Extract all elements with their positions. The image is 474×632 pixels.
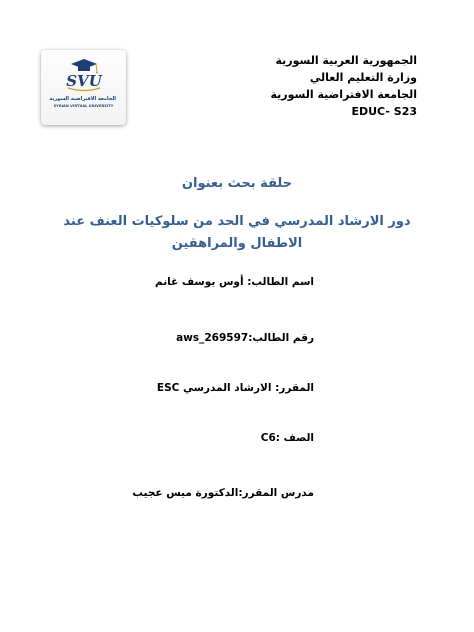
research-heading: حلقة بحث بعنوان — [181, 176, 293, 191]
header-university: الجامعة الافتراضية السورية — [270, 88, 417, 101]
svg-text:SVU: SVU — [66, 72, 102, 90]
class-section: الصف :C6 — [260, 432, 314, 444]
institution-header — [271, 52, 418, 120]
svu-logo-icon — [41, 50, 126, 125]
research-topic-line1: دور الارشاد المدرسي في الحد من سلوكيات العنف عند — [63, 214, 411, 229]
logo-english-name: SYRIAN VIRTUAL UNIVERSITY — [53, 104, 114, 108]
course-name: المقرر: الارشاد المدرسي ESC — [156, 382, 314, 394]
course-code: EDUC- S23 — [351, 105, 417, 118]
student-number: رقم الطالب:aws_269597 — [176, 332, 314, 344]
logo-arabic-name: الجامعة الافتراضية السورية — [49, 96, 116, 102]
research-topic-line2: الاطفال والمراهقين — [171, 236, 303, 251]
university-logo — [41, 50, 126, 125]
student-name: اسم الطالب: أوس يوسف غانم — [154, 276, 314, 288]
header-ministry: وزارة التعليم العالي — [309, 71, 417, 84]
course-instructor: مدرس المقرر:الدكتورة ميس عجيب — [132, 487, 314, 499]
header-country: الجمهورية العربية السورية — [275, 54, 417, 67]
